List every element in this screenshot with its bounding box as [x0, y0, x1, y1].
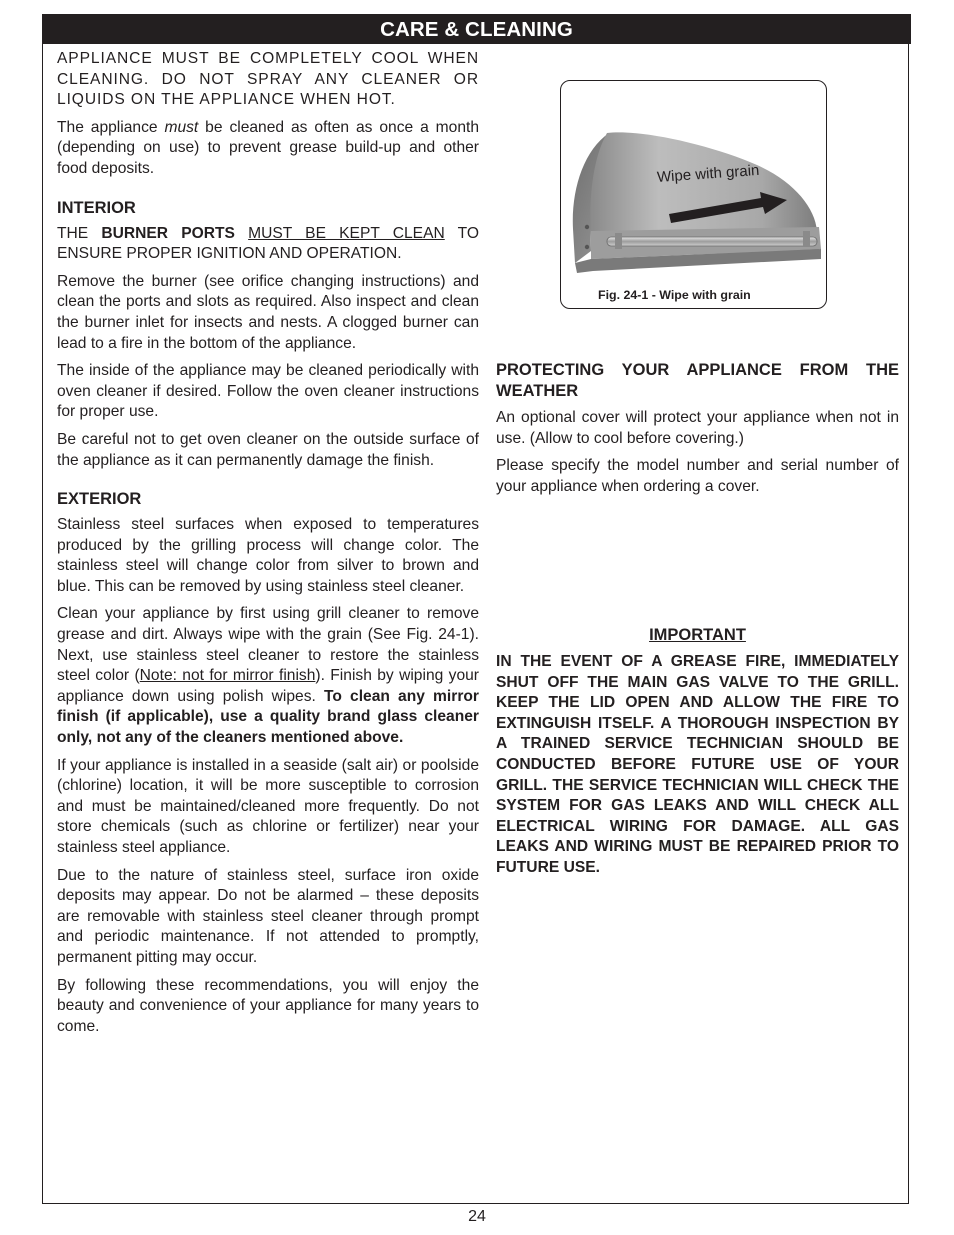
figure-wipe-with-grain — [560, 80, 827, 309]
cool-warning: APPLIANCE MUST BE COMPLETELY COOL WHEN CLEANING. DO NOT SPRAY ANY CLEANER OR LIQUIDS ON THE APPLIANCE WHEN HOT. — [57, 50, 479, 109]
mirror-note: Note: not for mirror finish — [139, 667, 316, 685]
interior-oven-cleaner: The inside of the appliance may be cleaned periodically with oven cleaner if desired. Follow the oven cleaner instructions for proper use. — [57, 362, 479, 421]
interior-remove-burner: Remove the burner (see orifice changing instructions) and clean the ports and slots as required. Also inspect and clean the burner inlet for insects and nests. A clogged burner can lead to a fire in the bottom of the appliance. — [57, 272, 479, 352]
side-bolt-top — [585, 225, 589, 229]
left-column — [57, 49, 479, 1044]
side-bolt-bottom — [585, 245, 589, 249]
kept-clean-underline: MUST BE KEPT CLEAN — [248, 224, 445, 242]
burner-gap — [235, 225, 248, 242]
important-heading: IMPORTANT — [649, 626, 746, 645]
weather-heading: PROTECTING YOUR APPLIANCE FROM THE WEATHER — [496, 361, 899, 400]
intro-emphasis: must — [164, 118, 199, 136]
exterior-heading: EXTERIOR — [57, 490, 142, 509]
clean-text-rest: ). Finish by wiping your appliance down using polish wipes. — [57, 667, 479, 705]
exterior-color-change: Stainless steel surfaces when exposed to temperatures produced by the grilling process will change color. The stainless steel will change color from silver to brown and blue. This can be removed by using stainless steel cleaner. — [57, 516, 479, 595]
burner-lead: THE — [57, 224, 102, 242]
handle-bracket-right — [803, 231, 810, 247]
figure-caption: Fig. 24-1 - Wipe with grain — [598, 288, 751, 302]
interior-careful: Be careful not to get oven cleaner on the outside surface of the appliance as it can permanently damage the finish. — [57, 430, 479, 469]
page-number: 24 — [468, 1208, 486, 1225]
wipe-with-grain-label: Wipe with grain — [656, 161, 760, 186]
interior-burner-ports — [57, 224, 479, 265]
clean-text: Clean your appliance by first using grill cleaner to remove grease and dirt. Always wipe with the grain (See Fig. 24-1). Next, use stainless steel cleaner to restore the stainless steel color ( — [57, 605, 479, 685]
intro-paragraph — [57, 118, 479, 180]
exterior-iron-oxide: Due to the nature of stainless steel, surface iron oxide deposits may appear. Do not be alarmed – these deposits are removable with stainless steel cleaner through prompt and periodic maintenance. If not attended to promptly, permanent pitting may occur. — [57, 866, 479, 966]
exterior-clean-instructions — [57, 604, 479, 748]
important-notice: IN THE EVENT OF A GREASE FIRE, IMMEDIATELY SHUT OFF THE MAIN GAS VALVE TO THE GRILL. KEEP THE LID OPEN AND ALLOW THE FIRE TO EXTINGUISH ITSELF. A THOROUGH INSPECTION BY A TRAINED SERVICE TECHNICIAN SHOULD BE CONDUCTED BEFORE FUTURE USE OF YOUR GRILL. THE SERVICE TECHNICIAN WILL CHECK THE SYSTEM FOR GAS LEAKS AND WILL CHECK ALL ELECTRICAL WIRING FOR DAMAGE. ALL GAS LEAKS AND WIRING MUST BE REPAIRED PRIOR TO FUTURE USE. — [496, 652, 899, 876]
intro-text-rest: be cleaned as often as once a month (depending on use) to prevent grease build-up and other food deposits. — [57, 118, 480, 177]
interior-heading: INTERIOR — [57, 198, 136, 217]
mirror-finish-bold: To clean any mirror finish (if applicable), use a quality brand glass cleaner only, not any of the cleaners mentioned above. — [57, 687, 479, 747]
handle-bracket-left — [615, 233, 622, 249]
intro-text: The appliance — [57, 118, 165, 136]
grill-handle — [607, 237, 817, 246]
exterior-recommendations: By following these recommendations, you will enjoy the beauty and convenience of your appliance for many years to come. — [57, 976, 479, 1035]
grill-illustration — [561, 81, 826, 308]
right-column — [496, 360, 899, 879]
exterior-seaside: If your appliance is installed in a seaside (salt air) or poolside (chlorine) location, it will be more susceptible to corrosion and must be maintained/cleaned more frequently. Do not store chemicals (such as chlorine or fertilizer) near your stainless steel appliance. — [57, 756, 479, 856]
burner-ports-bold: BURNER PORTS — [101, 224, 235, 242]
section-header: CARE & CLEANING — [42, 14, 911, 44]
weather-cover: An optional cover will protect your appliance when not in use. (Allow to cool before covering.) — [496, 409, 899, 447]
weather-model-number: Please specify the model number and serial number of your appliance when ordering a cover. — [496, 457, 899, 495]
burner-tail: TO ENSURE PROPER IGNITION AND OPERATION. — [57, 224, 479, 263]
